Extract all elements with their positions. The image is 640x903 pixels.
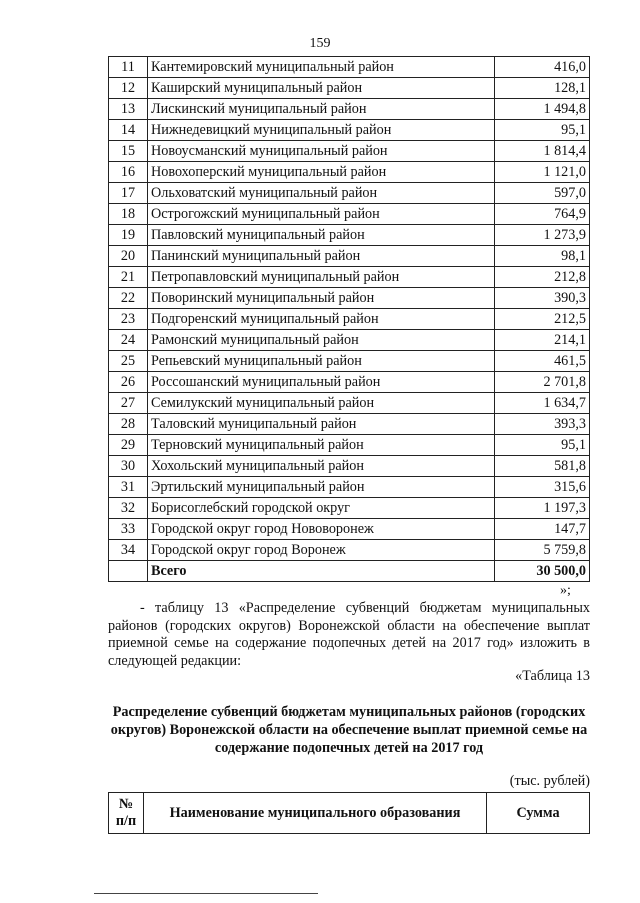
row-value: 98,1 xyxy=(495,246,590,267)
row-number: 20 xyxy=(109,246,148,267)
row-name: Панинский муниципальный район xyxy=(148,246,495,267)
row-name: Городской округ город Нововоронеж xyxy=(148,519,495,540)
row-number: 22 xyxy=(109,288,148,309)
header-number xyxy=(109,793,144,834)
row-value: 390,3 xyxy=(495,288,590,309)
row-number: 15 xyxy=(109,141,148,162)
row-name: Павловский муниципальный район xyxy=(148,225,495,246)
row-name: Терновский муниципальный район xyxy=(148,435,495,456)
row-number: 30 xyxy=(109,456,148,477)
row-name: Эртильский муниципальный район xyxy=(148,477,495,498)
table-row xyxy=(109,519,590,540)
row-number: 27 xyxy=(109,393,148,414)
row-name: Репьевский муниципальный район xyxy=(148,351,495,372)
subvention-table xyxy=(108,56,590,582)
row-number: 24 xyxy=(109,330,148,351)
row-name: Лискинский муниципальный район xyxy=(148,99,495,120)
row-number: 23 xyxy=(109,309,148,330)
row-number: 12 xyxy=(109,78,148,99)
quote-close: »; xyxy=(560,583,571,598)
units-label: (тыс. рублей) xyxy=(509,773,590,789)
header-row xyxy=(109,793,590,834)
row-name: Новоусманский муниципальный район xyxy=(148,141,495,162)
table-row xyxy=(109,57,590,78)
row-name: Острогожский муниципальный район xyxy=(148,204,495,225)
table-row xyxy=(109,351,590,372)
table-row xyxy=(109,162,590,183)
row-value: 461,5 xyxy=(495,351,590,372)
row-name: Каширский муниципальный район xyxy=(148,78,495,99)
amendment-paragraph: - таблицу 13 «Распределение субвенций бюджетам муниципальных районов (городских округов) Воронежской области на обеспечение выплат приемной семье на содержание подопечных детей на 2017 год» изложить в следующей редакции: xyxy=(108,600,590,669)
row-value: 1 494,8 xyxy=(495,99,590,120)
row-name: Петропавловский муниципальный район xyxy=(148,267,495,288)
table-row xyxy=(109,78,590,99)
table-row xyxy=(109,246,590,267)
table-row xyxy=(109,288,590,309)
row-number: 34 xyxy=(109,540,148,561)
header-sum: Сумма xyxy=(487,793,590,834)
row-number: 18 xyxy=(109,204,148,225)
row-name: Семилукский муниципальный район xyxy=(148,393,495,414)
row-value: 315,6 xyxy=(495,477,590,498)
row-number: 25 xyxy=(109,351,148,372)
header-number-line2: п/п xyxy=(115,813,137,829)
row-name: Таловский муниципальный район xyxy=(148,414,495,435)
row-value: 128,1 xyxy=(495,78,590,99)
row-value: 2 701,8 xyxy=(495,372,590,393)
total-label: Всего xyxy=(148,561,495,582)
header-number-line1: № xyxy=(118,796,134,812)
row-number: 32 xyxy=(109,498,148,519)
row-name: Подгоренский муниципальный район xyxy=(148,309,495,330)
row-value: 581,8 xyxy=(495,456,590,477)
table-row xyxy=(109,120,590,141)
table-row xyxy=(109,99,590,120)
row-number: 13 xyxy=(109,99,148,120)
row-number: 16 xyxy=(109,162,148,183)
row-name: Кантемировский муниципальный район xyxy=(148,57,495,78)
table-label: «Таблица 13 xyxy=(515,668,590,684)
row-number: 26 xyxy=(109,372,148,393)
row-value: 95,1 xyxy=(495,120,590,141)
table-row xyxy=(109,372,590,393)
row-number: 31 xyxy=(109,477,148,498)
row-value: 212,8 xyxy=(495,267,590,288)
row-name: Рамонский муниципальный район xyxy=(148,330,495,351)
row-name: Ольховатский муниципальный район xyxy=(148,183,495,204)
row-value: 597,0 xyxy=(495,183,590,204)
row-value: 764,9 xyxy=(495,204,590,225)
row-name: Поворинский муниципальный район xyxy=(148,288,495,309)
table-row xyxy=(109,204,590,225)
row-value: 214,1 xyxy=(495,330,590,351)
row-value: 147,7 xyxy=(495,519,590,540)
row-number: 33 xyxy=(109,519,148,540)
row-name: Россошанский муниципальный район xyxy=(148,372,495,393)
row-name: Новохоперский муниципальный район xyxy=(148,162,495,183)
row-number: 29 xyxy=(109,435,148,456)
table-heading: Распределение субвенций бюджетам муниципальных районов (городских округов) Воронежской области на обеспечение выплат приемной семье на содержание подопечных детей на 2017 год xyxy=(110,704,588,756)
row-value: 1 273,9 xyxy=(495,225,590,246)
row-number: 17 xyxy=(109,183,148,204)
row-value: 393,3 xyxy=(495,414,590,435)
table-row xyxy=(109,330,590,351)
row-name: Борисоглебский городской округ xyxy=(148,498,495,519)
table-row xyxy=(109,414,590,435)
table-body xyxy=(109,57,590,582)
table-row xyxy=(109,498,590,519)
row-value: 212,5 xyxy=(495,309,590,330)
table-row xyxy=(109,183,590,204)
table-row xyxy=(109,225,590,246)
total-row xyxy=(109,561,590,582)
row-value: 95,1 xyxy=(495,435,590,456)
table-13-header xyxy=(108,792,590,834)
table-row xyxy=(109,456,590,477)
row-value: 1 634,7 xyxy=(495,393,590,414)
row-value: 1 121,0 xyxy=(495,162,590,183)
page-number: 159 xyxy=(309,36,331,51)
row-name: Хохольский муниципальный район xyxy=(148,456,495,477)
table-row xyxy=(109,309,590,330)
row-value: 416,0 xyxy=(495,57,590,78)
total-number xyxy=(109,561,148,582)
table-row xyxy=(109,267,590,288)
row-number: 21 xyxy=(109,267,148,288)
row-name: Городской округ город Воронеж xyxy=(148,540,495,561)
row-value: 1 814,4 xyxy=(495,141,590,162)
row-name: Нижнедевицкий муниципальный район xyxy=(148,120,495,141)
row-number: 28 xyxy=(109,414,148,435)
row-number: 11 xyxy=(109,57,148,78)
table-row xyxy=(109,540,590,561)
table-row xyxy=(109,435,590,456)
table-row xyxy=(109,141,590,162)
row-value: 5 759,8 xyxy=(495,540,590,561)
table-row xyxy=(109,477,590,498)
header-name: Наименование муниципального образования xyxy=(144,793,487,834)
footnote-rule xyxy=(94,893,318,894)
row-value: 1 197,3 xyxy=(495,498,590,519)
row-number: 14 xyxy=(109,120,148,141)
row-number: 19 xyxy=(109,225,148,246)
total-value: 30 500,0 xyxy=(495,561,590,582)
table-row xyxy=(109,393,590,414)
